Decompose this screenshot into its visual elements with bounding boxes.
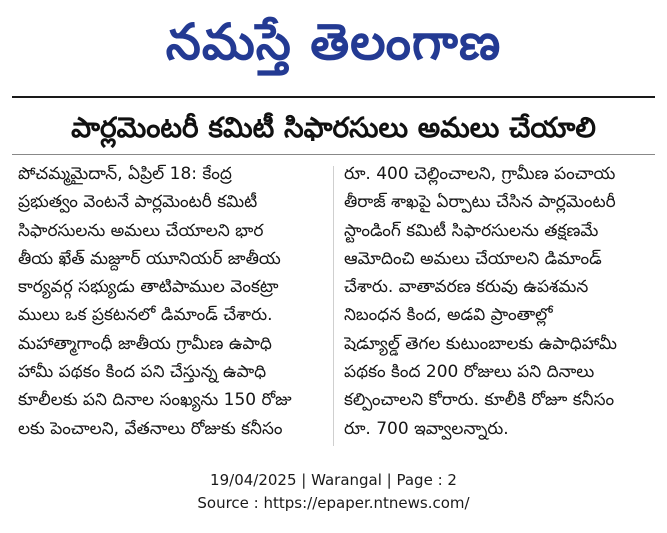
article-line: పోచమ్మమైదాన్, ఏప్రిల్ 18: కేంద్ర: [18, 164, 232, 184]
article-line: స్టాండింగ్ కమిటీ సిఫారసులను తక్షణమే: [344, 220, 599, 241]
article-line: కూలీలకు పని దినాల సంఖ్యను 150 రోజు: [18, 390, 292, 411]
article-line: పథకం కింద 200 రోజులు పని దినాలు: [344, 362, 595, 383]
article-line: సిఫారసులను అమలు చేయాలని భార: [18, 220, 264, 241]
article-line: షెడ్యూల్డ్ తెగల కుటుంబాలకు ఉపాధిహామీ: [344, 333, 618, 354]
article-line: కల్పించాలని కోరారు. కూలీకి రోజూ కనీసం: [344, 390, 615, 411]
column-divider: [333, 166, 334, 446]
article-line: నిబంధన కింద, అడవి ప్రాంతాల్లో: [344, 305, 553, 326]
article-line: తీయ ఖేత్ మజ్దూర్ యూనియర్ జాతీయ: [18, 248, 281, 269]
article-line: చేశారు. వాతావరణ కరువు ఉపశమన: [344, 277, 589, 298]
masthead-rule: [12, 96, 655, 98]
article-line: హామీ పథకం కింద పని చేస్తున్న ఉపాధి: [18, 362, 267, 383]
article-line: కార్యవర్గ సభ్యుడు తాటిపాముల వెంకట్రా: [18, 277, 279, 298]
article-column-left: [18, 160, 323, 443]
article-line: ప్రభుత్వం వెంటనే పార్లమెంటరీ కమిటీ: [18, 192, 258, 213]
headline-rule: [12, 154, 655, 155]
article-line: ఆమోదించి అమలు చేయాలని డిమాండ్: [344, 248, 602, 269]
article-line: రూ. 400 చెల్లించాలని, గ్రామీణ పంచాయ: [344, 164, 616, 184]
article-column-right: [344, 160, 649, 443]
source-link[interactable]: Source : https://epaper.ntnews.com/: [197, 494, 470, 512]
article-headline: పార్లమెంటరీ కమిటీ సిఫారసులు అమలు చేయాలి: [71, 111, 596, 144]
article-line: రూ. 700 ఇవ్వాలన్నారు.: [344, 418, 509, 439]
article-line: మహాత్మాగాంధీ జాతీయ గ్రామీణ ఉపాధి: [18, 333, 272, 354]
article-line: లకు పెంచాలని, వేతనాలు రోజుకు కనీసం: [18, 418, 283, 439]
article-line: తీరాజ్ శాఖపై ఏర్పాటు చేసిన పార్లమెంటరీ: [344, 192, 616, 213]
newspaper-masthead: నమస్తే తెలంగాణ: [165, 13, 502, 71]
article-line: ములు ఒక ప్రకటనలో డిమాండ్ చేశారు.: [18, 305, 273, 326]
publication-info: 19/04/2025 | Warangal | Page : 2: [210, 471, 457, 489]
